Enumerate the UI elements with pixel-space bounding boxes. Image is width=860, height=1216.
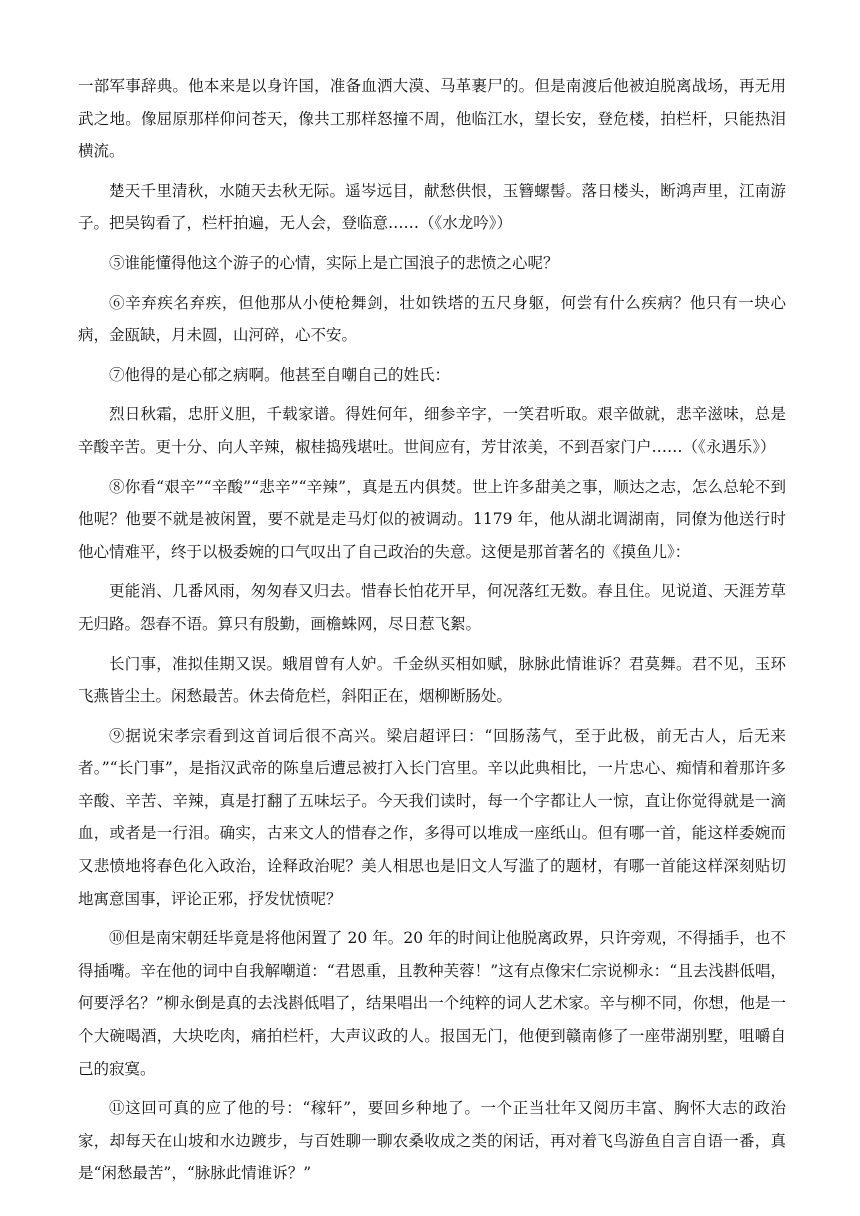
- paragraph-11: ⑪这回可真的应了他的号：“稼轩”，要回乡种地了。一个正当壮年又阅历丰富、胸怀大志的政治家，却每天在山坡和水边踱步，与百姓聊一聊农桑收成之类的闲话，再对着飞鸟游鱼自言自语一番，真是“闲愁最苦”，“脉脉此情谁诉？”: [78, 1099, 786, 1183]
- poem-shuilongyin: 楚天千里清秋，水随天去秋无际。遥岑远目，献愁供恨，玉簪螺髻。落日楼头，断鸿声里，江南游子。把吴钩看了，栏杆拍遍，无人会，登临意……（《水龙吟》）: [78, 181, 786, 233]
- poem-moyuer-part1: 更能消、几番风雨，匆匆春又归去。惜春长怕花开早，何况落红无数。春且住。见说道、天涯芳草无归路。怨春不语。算只有殷勤，画檐蛛网，尽日惹飞絮。: [78, 582, 786, 633]
- paragraph-9: ⑨据说宋孝宗看到这首词后很不高兴。梁启超评曰：“回肠荡气，至于此极，前无古人，后无来者。”“长门事”，是指汉武帝的陈皇后遭忌被打入长门宫里。辛以此典相比，一片忠心、痴情和着那许多辛酸、辛苦、辛辣，真是打翻了五味坛子。今天我们读时，每一个字都让人一惊，直让你觉得就是一滴血，或者是一行泪。确实，古来文人的惜春之作，多得可以堆成一座纸山。但有哪一首，能这样委婉而又悲愤地将春色化入政治，诠释政治呢？美人相思也是旧文人写滥了的题材，有哪一首能这样深刻贴切地寓意国事，评论正邪，抒发忧愤呢？: [78, 726, 786, 908]
- paragraph-7: ⑦他得的是心郁之病啊。他甚至自嘲自己的姓氏：: [109, 365, 451, 384]
- poem-moyuer-part2: 长门事，准拟佳期又误。蛾眉曾有人妒。千金纵买相如赋，脉脉此情谁诉？君莫舞。君不见，玉环飞燕皆尘土。闲愁最苦。休去倚危栏，斜阳正在，烟柳断肠处。: [78, 654, 786, 706]
- paragraph-8: ⑧你看“艰辛”“辛酸”“悲辛”“辛辣”，真是五内俱焚。世上许多甜美之事，顺达之志，怎么总轮不到他呢？他要不就是被闲置，要不就是走马灯似的被调动。1179 年，他从湖北调湖南，同僚为他送行时他心情难平，终于以极委婉的口气叹出了自己政治的失意。这便是那首著名的《摸鱼儿》：: [78, 477, 786, 561]
- paragraph-6: ⑥辛弃疾名弃疾，但他那从小使枪舞剑，壮如铁塔的五尺身躯，何尝有什么疾病？他只有一块心病，金瓯缺，月未圆，山河碎，心不安。: [78, 293, 786, 345]
- poem-yongyule: 烈日秋霜，忠肝义胆，千载家谱。得姓何年，细参辛字，一笑君听取。艰辛做就，悲辛滋味，总是辛酸辛苦。更十分、向人辛辣，椒桂捣残堪吐。世间应有，芳甘浓美，不到吾家门户……（《永遇乐》）: [78, 405, 786, 456]
- paragraph-5: ⑤谁能懂得他这个游子的心情，实际上是亡国浪子的悲愤之心呢？: [109, 253, 559, 272]
- paragraph-10: ⑩但是南宋朝廷毕竟是将他闲置了 20 年。20 年的时间让他脱离政界，只许旁观，不得插手，也不得插嘴。辛在他的词中自我解嘲道：“君恩重，且教种芙蓉！”这有点像宋仁宗说柳永：“且去浅斟低唱，何要浮名？”柳永倒是真的去浅斟低唱了，结果唱出一个纯粹的词人艺术家。辛与柳不同，你想，他是一个大碗喝酒，大块吃肉，痛拍栏杆，大声议政的人。报国无门，他便到赣南修了一座带湖别墅，咀嚼自己的寂寞。: [78, 929, 786, 1078]
- document-body: [78, 0, 786, 1190]
- paragraph-continued: 一部军事辞典。他本来是以身许国，准备血洒大漠、马革裹尸的。但是南渡后他被迫脱离战场，再无用武之地。像屈原那样仰问苍天，像共工那样怒撞不周，他临江水，望长安，登危楼，拍栏杆，只能热泪横流。: [78, 77, 786, 161]
